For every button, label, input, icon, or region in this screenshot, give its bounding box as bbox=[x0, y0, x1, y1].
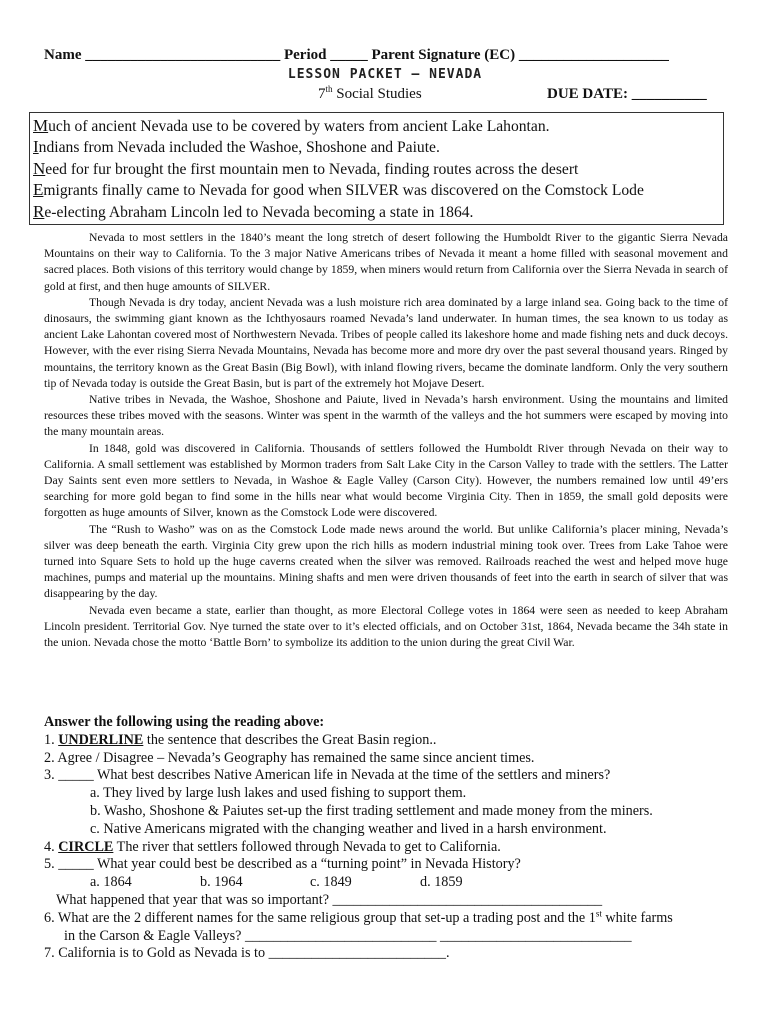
question-5-option-c: c. 1849 bbox=[310, 874, 352, 891]
reading-paragraph: Though Nevada is dry today, ancient Nevada was a lush moisture rich area dominated by a large inland sea. Going back to the time of dinosaurs, the swimming giant known as the Ichthyosaurs roamed Nevada’s land underwater. In human times, the sea known to us today as ancient Lake Lahontan covered most of Northwestern Nevada. Tribes of people called its lakeshore home and made fishing nets and duck decoys. However, with the ever rising Sierra Nevada Mountains, Nevada has become more and more dry over the past several thousand years. Ringed by mountains, the territory known as the Great Basin (Big Bowl), with inland flowing rivers, became the dominate landform. Only the very southern tip of Nevada today is outside the Great Basin, but is part of the extremely hot Mojave Desert. bbox=[44, 295, 728, 390]
reading-paragraph: Nevada to most settlers in the 1840’s meant the long stretch of desert following the Humboldt River to the gigantic Sierra Nevada Mountains on their way to California. To the 3 major Native Americans tribes of Nevada it meant a home filled with seasonal movement and sacred places. Both visions of this territory would change by 1859, when miners would return from California over the Sierra Nevada in search of gold at first, and then huge amounts of SILVER. bbox=[44, 231, 728, 293]
questions-heading: Answer the following using the reading above: bbox=[44, 714, 325, 730]
miner-acrostic-box bbox=[29, 112, 724, 225]
acrostic-line: Much of ancient Nevada use to be covered by waters from ancient Lake Lahontan. bbox=[33, 116, 550, 135]
question-4: 4. CIRCLE The river that settlers followed through Nevada to get to California. bbox=[44, 838, 501, 855]
question-1: 1. UNDERLINE the sentence that describes the Great Basin region.. bbox=[44, 731, 437, 748]
subject-label: 7th Social Studies bbox=[318, 84, 422, 102]
question-6-line-2: in the Carson & Eagle Valleys? ___________________________ ___________________________ bbox=[64, 927, 632, 944]
question-5-option-a: a. 1864 bbox=[90, 874, 132, 891]
underline-keyword: UNDERLINE bbox=[58, 731, 144, 748]
packet-title: LESSON PACKET – NEVADA bbox=[287, 67, 483, 82]
acrostic-line: Indians from Nevada included the Washoe, Shoshone and Paiute. bbox=[33, 137, 440, 157]
question-3: 3. _____ What best describes Native American life in Nevada at the time of the settlers and miners? bbox=[44, 767, 611, 784]
question-5-options bbox=[44, 874, 734, 892]
questions-section bbox=[44, 714, 734, 963]
question-5-option-b: b. 1964 bbox=[200, 874, 243, 891]
name-period-signature-line: Name __________________________ Period _____ Parent Signature (EC) ____________________ bbox=[44, 47, 669, 63]
question-5-option-d: d. 1859 bbox=[420, 874, 463, 891]
question-3-option-c: c. Native Americans migrated with the changing weather and lived in a harsh environment. bbox=[90, 820, 607, 837]
reading-paragraph: Native tribes in Nevada, the Washoe, Shoshone and Paiute, lived in Nevada’s harsh environment. Using the mountains and limited resources these tribes moved with the seasons. Winter was spent in the warmth of the valleys and the hot summers were escaped by moving into the many mountain areas. bbox=[44, 393, 728, 439]
reading-paragraph: The “Rush to Washo” was on as the Comstock Lode made news around the world. But unlike California’s placer mining, Nevada’s silver was deep beneath the earth. Virginia City grew upon the rich hills as modern industrial mining took over. Trees from Lake Tahoe were turned into Square Sets to hold up the huge caverns created when the silver was removed. Railroads reached the west and helped move huge machines, pumps and material up the mountains. Mining shafts and men were driven thousands of feet into the earth in search of silver that was disappearing by the day. bbox=[44, 522, 728, 601]
question-5-followup: What happened that year that was so important? ______________________________________ bbox=[56, 891, 603, 908]
question-7: 7. California is to Gold as Nevada is to _________________________. bbox=[44, 945, 450, 962]
question-5: 5. _____ What year could best be described as a “turning point” in Nevada History? bbox=[44, 856, 521, 873]
acrostic-line: Need for fur brought the first mountain men to Nevada, finding routes across the desert bbox=[33, 158, 579, 178]
due-date-field: DUE DATE: __________ bbox=[547, 86, 707, 102]
acrostic-line: Re-electing Abraham Lincoln led to Nevada becoming a state in 1864. bbox=[33, 201, 474, 221]
reading-paragraph: Nevada even became a state, earlier than thought, as more Electoral College votes in 1864 were seen as needed to keep Abraham Lincoln president. Territorial Gov. Nye turned the state over to it’s elected officials, and on October 31st, 1864, Nevada became the 34h state in the union. Nevada chose the motto ‘Battle Born’ to symbolize its addition to the union during the great Civil War. bbox=[44, 603, 728, 650]
circle-keyword: CIRCLE bbox=[58, 838, 114, 855]
acrostic-line: Emigrants finally came to Nevada for good when SILVER was discovered on the Comstock Lode bbox=[33, 180, 644, 200]
question-6: 6. What are the 2 different names for the same religious group that set-up a trading post and the 1st white farms bbox=[44, 908, 673, 926]
reading-paragraph: In 1848, gold was discovered in California. Thousands of settlers followed the Humboldt River through Nevada on their way to California. A small settlement was established by Mormon traders from Salt Lake City in the Carson Valley to trade with the settlers. The Latter Day Saints sent even more settlers to Nevada, in Washoe & Eagle Valley (Carson City). However, the numbers remained low until 49’ers searching for more gold began to find some in the hills near what would become Virginia City. Then in 1859, the small gold deposits were forgotten as huge amounts of Silver, known as the Comstock Lode were discovered. bbox=[44, 441, 728, 520]
question-3-option-b: b. Washo, Shoshone & Paiutes set-up the first trading settlement and made money from the miners. bbox=[90, 802, 653, 819]
question-2: 2. Agree / Disagree – Nevada’s Geography has remained the same since ancient times. bbox=[44, 749, 535, 766]
reading-passage bbox=[44, 230, 728, 651]
question-3-option-a: a. They lived by large lush lakes and used fishing to support them. bbox=[90, 785, 467, 802]
